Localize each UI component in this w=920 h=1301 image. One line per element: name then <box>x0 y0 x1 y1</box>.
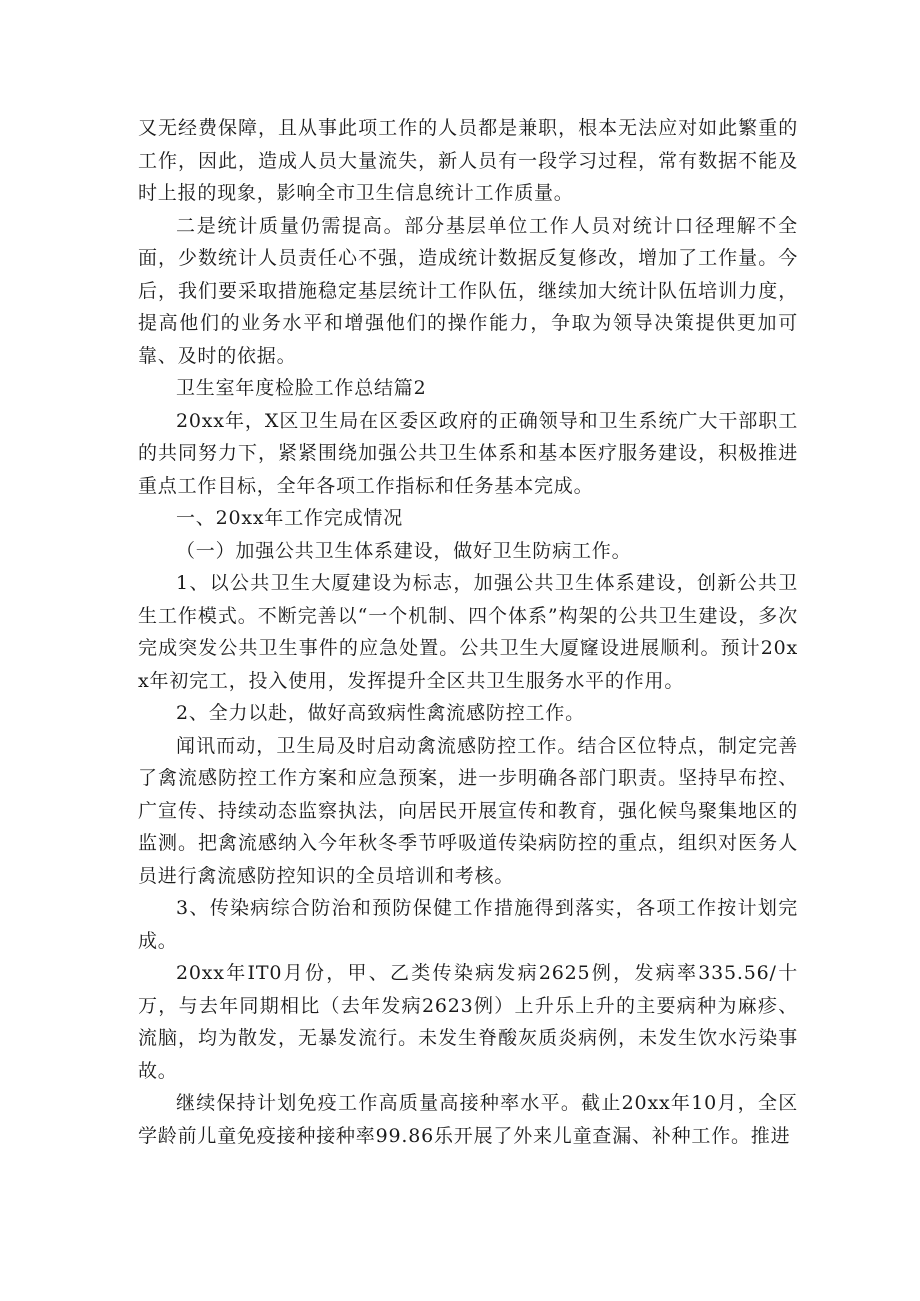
document-page <box>138 112 798 1152</box>
subheading-3: 2、全力以赴，做好高致病性禽流感防控工作。 <box>176 702 585 724</box>
section-heading: 卫生室年度检脸工作总结篇2 <box>176 377 427 399</box>
paragraph-1: 又无经费保障，且从事此项工作的人员都是兼职，根本无法应对如此繁重的工作，因此，造成人员大量流失，新人员有一段学习过程，常有数据不能及时上报的现象，影响全市卫生信息统计工作质量。 <box>138 117 798 204</box>
paragraph-3: 20xx年，X区卫生局在区委区政府的正确领导和卫生系统广大干部职工的共同努力下，紧紧围绕加强公共卫生体系和基本医疗服务建设，积极推进重点工作目标，全年各项工作指标和任务基本完成。 <box>138 409 798 497</box>
paragraph-2: 二是统计质量仍需提高。部分基层单位工作人员对统计口径理解不全面，少数统计人员责任心不强，造成统计数据反复修改，增加了工作量。今后，我们要采取措施稳定基层统计工作队伍，继续加大统计队伍培训力度，提高他们的业务水平和增强他们的操作能力，争取为领导决策提供更加可靠、及时的依据。 <box>138 214 798 367</box>
subheading-1: 一、20xx年工作完成情况 <box>176 507 404 529</box>
paragraph-8: 继续保持计划免疫工作高质量高接种率水平。截止20xx年10月，全区学龄前儿童免疫接种接种率99.86乐开展了外来儿童查漏、补种工作。推进 <box>138 1092 798 1147</box>
paragraph-4: 1、以公共卫生大厦建设为标志，加强公共卫生体系建设，创新公共卫生工作模式。不断完善以“一个机制、四个体系”构架的公共卫生建设，多次完成突发公共卫生事件的应急处置。公共卫生大厦窿设进展顺利。预计20xx年初完工，投入使用，发挥提升全区共卫生服务水平的作用。 <box>138 572 798 692</box>
paragraph-5: 闻讯而动，卫生局及时启动禽流感防控工作。结合区位特点，制定完善了禽流感防控工作方案和应急预案，进一步明确各部门职责。坚持早布控、广宣传、持续动态监察执法，向居民开展宣传和教育，强化候鸟聚集地区的监测。把禽流感纳入今年秋冬季节呼吸道传染病防控的重点，组织对医务人员进行禽流感防控知识的全员培训和考核。 <box>138 734 798 887</box>
paragraph-6: 3、传染病综合防治和预防保健工作措施得到落实，各项工作按计划完成。 <box>138 897 798 952</box>
subheading-2: （一）加强公共卫生体系建设，做好卫生防病工作。 <box>176 539 632 562</box>
paragraph-7: 20xx年IT0月份，甲、乙类传染病发病2625例，发病率335.56/十万，与去年同期相比（去年发病2623例）上升乐上升的主要病种为麻疹、流脑，均为散发，无暴发流行。未发生脊酸灰质炎病例，未发生饮水污染事故。 <box>138 962 798 1082</box>
